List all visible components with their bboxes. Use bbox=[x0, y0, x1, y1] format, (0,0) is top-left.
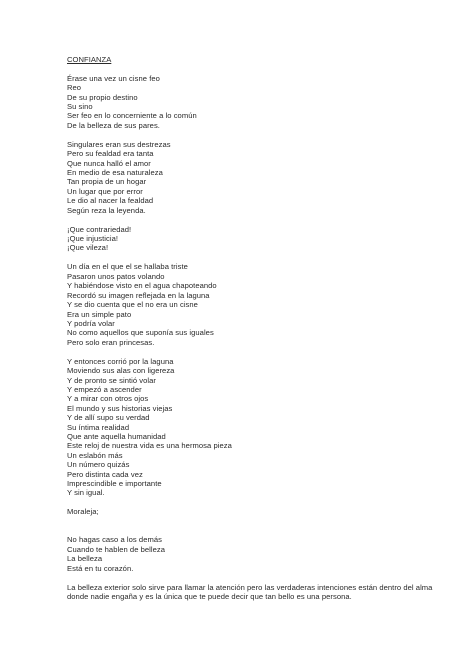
stanza-5-line-14: Imprescindible e importante bbox=[67, 479, 162, 489]
stanza-2-line-5: Tan propia de un hogar bbox=[67, 177, 147, 187]
document-body bbox=[67, 55, 447, 601]
stanza-4 bbox=[67, 262, 447, 347]
stanza-5-line-4: Y empezó a ascender bbox=[67, 384, 142, 394]
stanza-1-line-1: Érase una vez un cisne feo bbox=[67, 73, 160, 83]
stanza-1-line-2: Reo bbox=[67, 83, 82, 93]
moraleja-label bbox=[67, 507, 447, 516]
stanza-1-line-4: Su sino bbox=[67, 102, 93, 112]
stanza-5-line-6: El mundo y sus historias viejas bbox=[67, 403, 173, 413]
stanza-4-line-6: Era un simple pato bbox=[67, 309, 132, 319]
stanza-2-line-4: En medio de esa naturaleza bbox=[67, 168, 163, 178]
stanza-1-line-5: Ser feo en lo concerniente a lo común bbox=[67, 111, 197, 121]
stanza-1-line-6: De la belleza de sus pares. bbox=[67, 120, 160, 130]
stanza-2-line-7: Le dio al nacer la fealdad bbox=[67, 196, 154, 206]
stanza-2-line-1: Singulares eran sus destrezas bbox=[67, 139, 171, 149]
stanza-3-line-3: ¡Que vileza! bbox=[67, 243, 109, 253]
stanza-3-line-1: ¡Que contrariedad! bbox=[67, 224, 132, 234]
stanza-4-line-3: Y habiéndose visto en el agua chapoteando bbox=[67, 281, 217, 291]
stanza-2-line-6: Un lugar que por error bbox=[67, 186, 143, 196]
stanza-2-line-8: Según reza la leyenda. bbox=[67, 205, 146, 215]
stanza-5-line-7: Y de allí supo su verdad bbox=[67, 413, 150, 423]
stanza-4-line-9: Pero solo eran princesas. bbox=[67, 337, 155, 347]
stanza-4-line-1: Un día en el que el se hallaba triste bbox=[67, 262, 188, 272]
poem-title: CONFIANZA bbox=[67, 55, 112, 64]
stanza-5-line-10: Este reloj de nuestra vida es una hermosa pieza bbox=[67, 441, 232, 451]
moraleja-line-1: No hagas caso a los demás bbox=[67, 535, 162, 545]
closing-paragraph: La belleza exterior solo sirve para llamar la atención pero las verdaderas intenciones están dentro del alma donde nadie engaña y es la única que te puede decir que tan bello es una persona. bbox=[67, 582, 433, 602]
stanza-5-line-15: Y sin igual. bbox=[67, 488, 105, 498]
stanza-4-line-2: Pasaron unos patos volando bbox=[67, 271, 165, 281]
stanza-2-line-2: Pero su fealdad era tanta bbox=[67, 149, 154, 159]
stanza-5-line-11: Un eslabón más bbox=[67, 450, 123, 460]
stanza-1-line-3: De su propio destino bbox=[67, 92, 138, 102]
moraleja-line-2: Cuando te hablen de belleza bbox=[67, 544, 166, 554]
stanza-4-line-5: Y se dio cuenta que el no era un cisne bbox=[67, 300, 198, 310]
stanza-3-line-2: ¡Que injusticia! bbox=[67, 234, 119, 244]
stanza-5-line-5: Y a mirar con otros ojos bbox=[67, 394, 149, 404]
stanza-2-line-3: Que nunca halló el amor bbox=[67, 158, 151, 168]
stanza-5 bbox=[67, 357, 447, 498]
stanza-5-line-13: Pero distinta cada vez bbox=[67, 469, 143, 479]
stanza-3 bbox=[67, 225, 447, 253]
stanza-5-line-2: Moviendo sus alas con ligereza bbox=[67, 366, 175, 376]
stanza-1 bbox=[67, 74, 447, 130]
moraleja-stanza bbox=[67, 535, 447, 573]
stanza-4-line-4: Recordó su imagen reflejada en la laguna bbox=[67, 290, 210, 300]
moraleja-line-4: Está en tu corazón. bbox=[67, 563, 134, 573]
stanza-4-line-8: No como aquellos que suponía sus iguales bbox=[67, 328, 214, 338]
stanza-4-line-7: Y podría volar bbox=[67, 318, 115, 328]
stanza-2 bbox=[67, 140, 447, 215]
moraleja-label-text: Moraleja; bbox=[67, 507, 99, 517]
stanza-5-line-1: Y entonces corrió por la laguna bbox=[67, 356, 174, 366]
stanza-5-line-8: Su íntima realidad bbox=[67, 422, 130, 432]
moraleja-line-3: La belleza bbox=[67, 554, 103, 564]
stanza-5-line-12: Un número quizás bbox=[67, 460, 130, 470]
stanza-5-line-3: Y de pronto se sintió volar bbox=[67, 375, 157, 385]
stanza-5-line-9: Que ante aquella humanidad bbox=[67, 431, 166, 441]
